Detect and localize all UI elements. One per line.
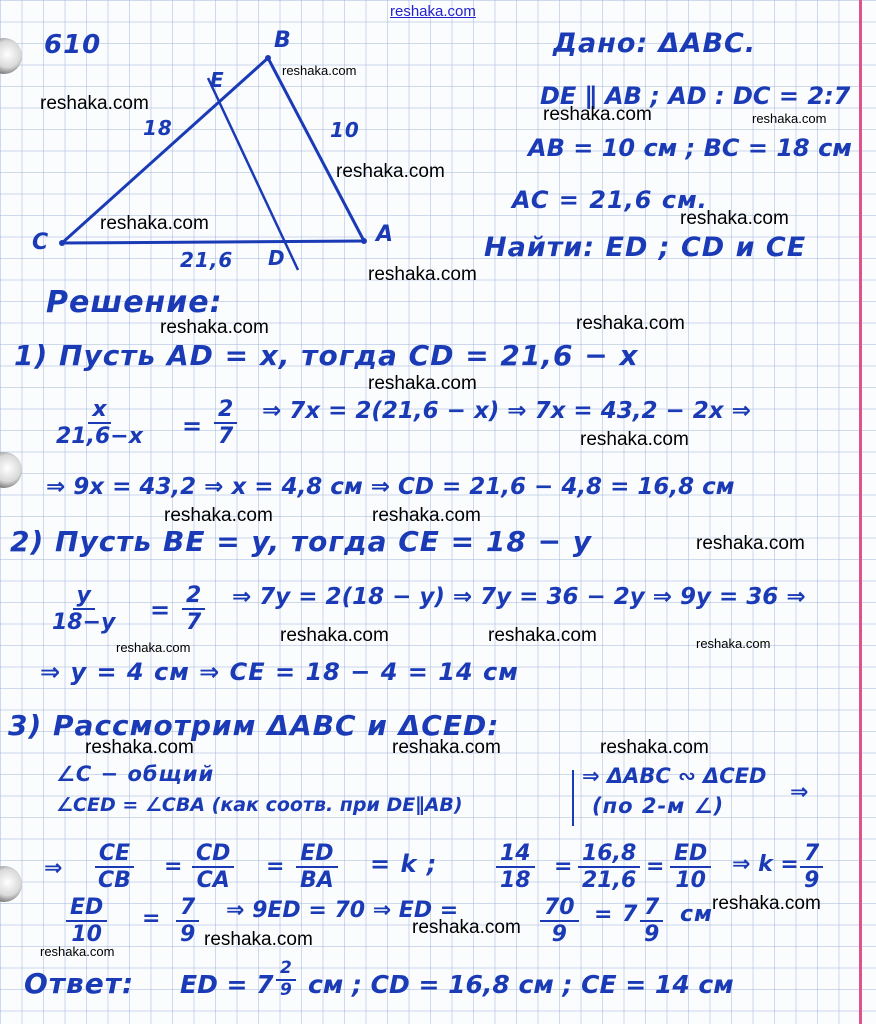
given-line-4: AC = 21,6 см. — [512, 186, 708, 214]
vertex-d-label: D — [268, 246, 286, 270]
step2-fraction-right — [182, 584, 205, 634]
fraction-numerator: x — [88, 398, 110, 424]
vertex-b-dot — [265, 55, 271, 61]
watermark: reshaka.com — [116, 640, 191, 655]
watermark: reshaka.com — [282, 63, 357, 78]
watermark: reshaka.com — [543, 104, 652, 125]
step3-line-1: 3) Рассмотрим ΔABC и ΔCED: — [8, 709, 500, 742]
ratio-ed-10 — [670, 842, 711, 892]
step2-line-1: 2) Пусть BE = y, тогда CE = 18 − y — [10, 525, 593, 558]
fraction-numerator: 2 — [214, 398, 237, 424]
side-ba — [268, 58, 364, 241]
side-ca-label: 21,6 — [180, 248, 234, 272]
ratio-ed-10 — [66, 896, 107, 946]
answer-label: Ответ: — [24, 967, 135, 1000]
fraction-numerator: CE — [95, 842, 134, 868]
binder-hole — [0, 452, 22, 488]
watermark: reshaka.com — [368, 373, 477, 394]
answer-ed: ED = 7 — [180, 970, 274, 999]
equals-seven: = 7 — [594, 902, 639, 927]
fraction-numerator: 70 — [540, 896, 579, 922]
watermark: reshaka.com — [392, 737, 501, 758]
k-fraction — [800, 842, 823, 892]
watermark: reshaka.com — [680, 208, 789, 229]
side-ca — [62, 241, 364, 243]
fraction-denominator: 9 — [280, 979, 292, 1000]
find-line: Найти: ED ; CD и CE — [484, 232, 807, 263]
step1-line-1: 1) Пусть AD = x, тогда CD = 21,6 − x — [14, 339, 639, 372]
fraction-numerator: CD — [192, 842, 234, 868]
step1-fraction-right — [214, 398, 237, 448]
answer-fraction — [276, 960, 296, 1000]
ratio-cd-ca — [192, 842, 234, 892]
fraction-70-9 — [540, 896, 579, 946]
given-line-2: DE ∥ AB ; AD : DC = 2:7 — [540, 82, 851, 110]
fraction-numerator: 14 — [496, 842, 535, 868]
fraction-7-9 — [176, 896, 199, 946]
given-line-1: Дано: ΔABC. — [553, 28, 757, 59]
watermark: reshaka.com — [412, 917, 521, 938]
vertex-a-dot — [361, 238, 367, 244]
fraction-denominator: 10 — [71, 922, 102, 948]
step2-line-3: ⇒ y = 4 см ⇒ CE = 18 − 4 = 14 см — [40, 658, 519, 686]
equals-sign: = — [150, 596, 172, 624]
fraction-denominator: CB — [98, 868, 131, 894]
fraction-numerator: 16,8 — [578, 842, 640, 868]
watermark: reshaka.com — [576, 313, 685, 334]
fraction-numerator: ED — [296, 842, 337, 868]
brace-bar — [572, 770, 574, 826]
equals-sign: = — [182, 412, 204, 440]
step2-fraction-left — [48, 584, 119, 634]
step1-fraction-left — [52, 398, 147, 448]
watermark: reshaka.com — [160, 317, 269, 338]
binder-hole — [0, 866, 22, 902]
fraction-denominator: CA — [196, 868, 230, 894]
watermark: reshaka.com — [580, 429, 689, 450]
implies-arrow: ⇒ — [44, 856, 64, 881]
fraction-numerator: y — [73, 584, 95, 610]
given-line-3: AB = 10 см ; BC = 18 см — [528, 134, 852, 162]
fraction-denominator: 7 — [218, 424, 234, 450]
watermark: reshaka.com — [696, 533, 805, 554]
fraction-numerator: ED — [670, 842, 711, 868]
side-cb-label: 18 — [143, 116, 173, 140]
watermark: reshaka.com — [712, 893, 821, 914]
ratio-14-18 — [496, 842, 535, 892]
fraction-numerator: 7 — [800, 842, 823, 868]
watermark: reshaka.com — [696, 636, 771, 651]
step3-angle-corresponding: ∠CED = ∠CBA (как соотв. при DE∥AB) — [56, 794, 463, 816]
fraction-denominator: 21,6 — [582, 868, 637, 894]
fraction-numerator: 7 — [176, 896, 199, 922]
side-ba-label: 10 — [330, 118, 360, 142]
step1-line-2: ⇒ 7x = 2(21,6 − x) ⇒ 7x = 43,2 − 2x ⇒ — [262, 398, 751, 424]
step3-conclusion-reason: (по 2-м ∠) — [592, 794, 725, 818]
fraction-denominator: 7 — [186, 610, 202, 636]
ratio-ed-ba — [296, 842, 338, 892]
watermark: reshaka.com — [336, 161, 445, 182]
vertex-c-label: C — [32, 230, 50, 255]
fraction-denominator: 9 — [180, 922, 196, 948]
watermark: reshaka.com — [40, 944, 115, 959]
margin-line — [859, 0, 862, 1024]
fraction-numerator: ED — [66, 896, 107, 922]
watermark: reshaka.com — [752, 111, 827, 126]
watermark: reshaka.com — [164, 505, 273, 526]
step3-angle-common: ∠C − общий — [56, 762, 215, 786]
vertex-c-dot — [59, 240, 65, 246]
watermark: reshaka.com — [368, 264, 477, 285]
watermark: reshaka.com — [204, 929, 313, 950]
fraction-numerator: 7 — [640, 896, 663, 922]
watermark: reshaka.com — [85, 737, 194, 758]
watermark: reshaka.com — [488, 625, 597, 646]
vertex-b-label: B — [274, 28, 292, 53]
vertex-e-label: E — [210, 68, 225, 92]
watermark: reshaka.com — [372, 505, 481, 526]
fraction-numerator: 2 — [276, 960, 296, 981]
watermark: reshaka.com — [600, 737, 709, 758]
ratio-16-8-21-6 — [578, 842, 640, 892]
implies-arrow: ⇒ — [790, 780, 810, 805]
fraction-denominator: 21,6−x — [56, 424, 143, 450]
equals-sign: = — [646, 854, 666, 879]
step1-line-3: ⇒ 9x = 43,2 ⇒ x = 4,8 см ⇒ CD = 21,6 − 4,8 = 16,8 см — [46, 474, 735, 500]
unit-cm: см — [680, 902, 714, 927]
solution-title: Решение: — [46, 285, 223, 320]
fraction-denominator: 18−y — [52, 610, 116, 636]
watermark: reshaka.com — [280, 625, 389, 646]
answer-rest: см ; CD = 16,8 см ; CE = 14 см — [308, 970, 734, 999]
watermark: reshaka.com — [100, 213, 209, 234]
fraction-denominator: 18 — [500, 868, 531, 894]
k-equals: ⇒ k = — [732, 852, 799, 877]
fraction-denominator: 9 — [551, 922, 567, 948]
site-link[interactable]: reshaka.com — [390, 3, 476, 20]
fraction-denominator: 9 — [644, 922, 660, 948]
fraction-denominator: 10 — [675, 868, 706, 894]
equals-sign: = — [266, 854, 286, 879]
step2-line-2: ⇒ 7y = 2(18 − y) ⇒ 7y = 36 − 2y ⇒ 9y = 36 ⇒ — [232, 584, 806, 610]
watermark: reshaka.com — [40, 93, 149, 114]
step3-ed-equation: ⇒ 9ED = 70 ⇒ ED = — [226, 898, 459, 923]
fraction-denominator: BA — [300, 868, 334, 894]
fraction-7-9 — [640, 896, 663, 946]
ratio-ce-cb — [94, 842, 135, 892]
equals-sign: = — [164, 854, 184, 879]
vertex-a-label: A — [376, 222, 395, 247]
equals-k: = k ; — [370, 850, 438, 878]
problem-number: 610 — [44, 30, 102, 60]
fraction-denominator: 9 — [804, 868, 820, 894]
step3-conclusion-similar: ⇒ ΔABC ∾ ΔCED — [582, 764, 767, 788]
equals-sign: = — [142, 906, 162, 931]
fraction-numerator: 2 — [182, 584, 205, 610]
equals-sign: = — [554, 854, 574, 879]
